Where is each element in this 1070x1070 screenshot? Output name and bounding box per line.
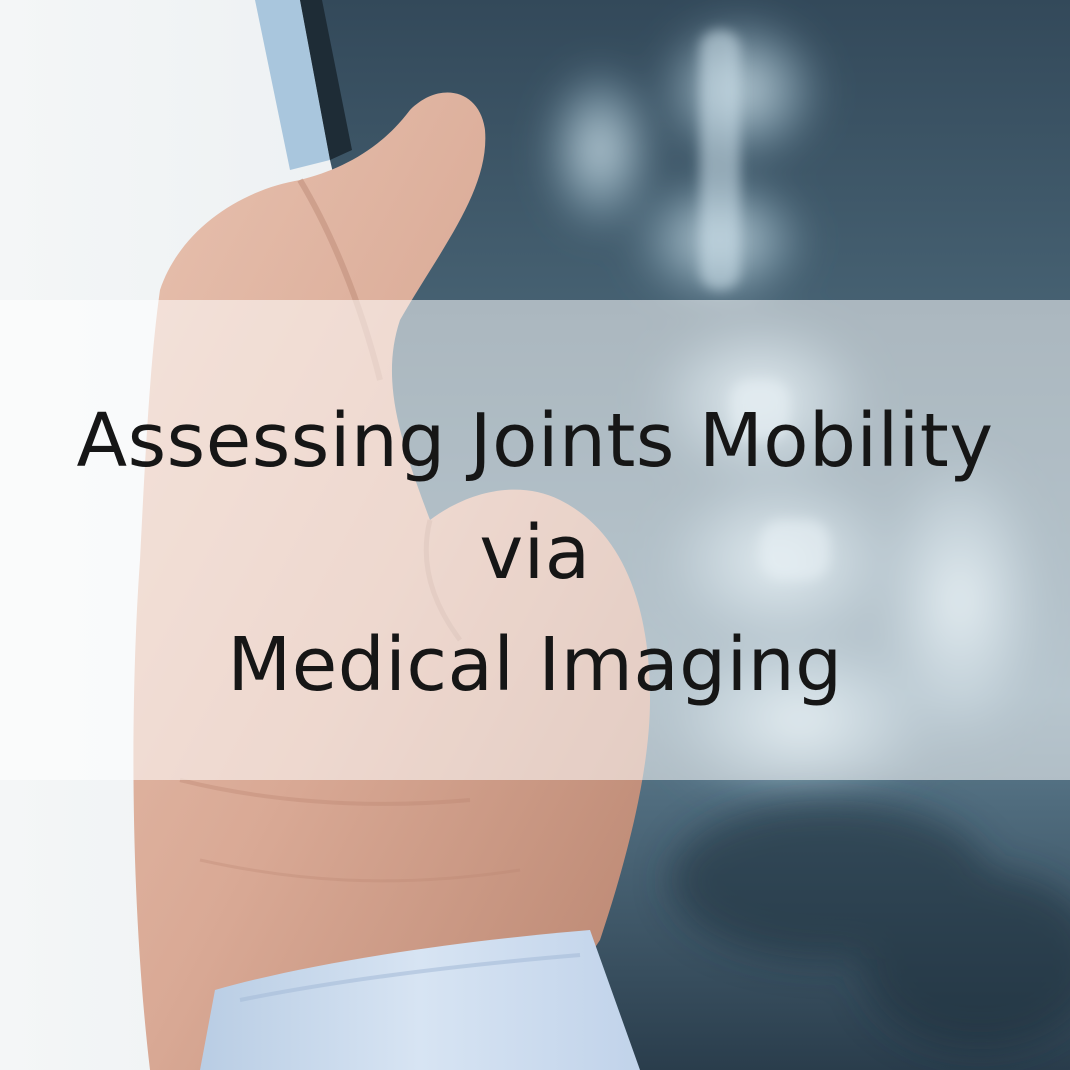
title-text — [0, 385, 1070, 721]
title-line-2: via — [479, 510, 591, 596]
title-line-1: Assessing Joints Mobility — [76, 398, 994, 484]
title-line-3: Medical Imaging — [227, 622, 843, 708]
